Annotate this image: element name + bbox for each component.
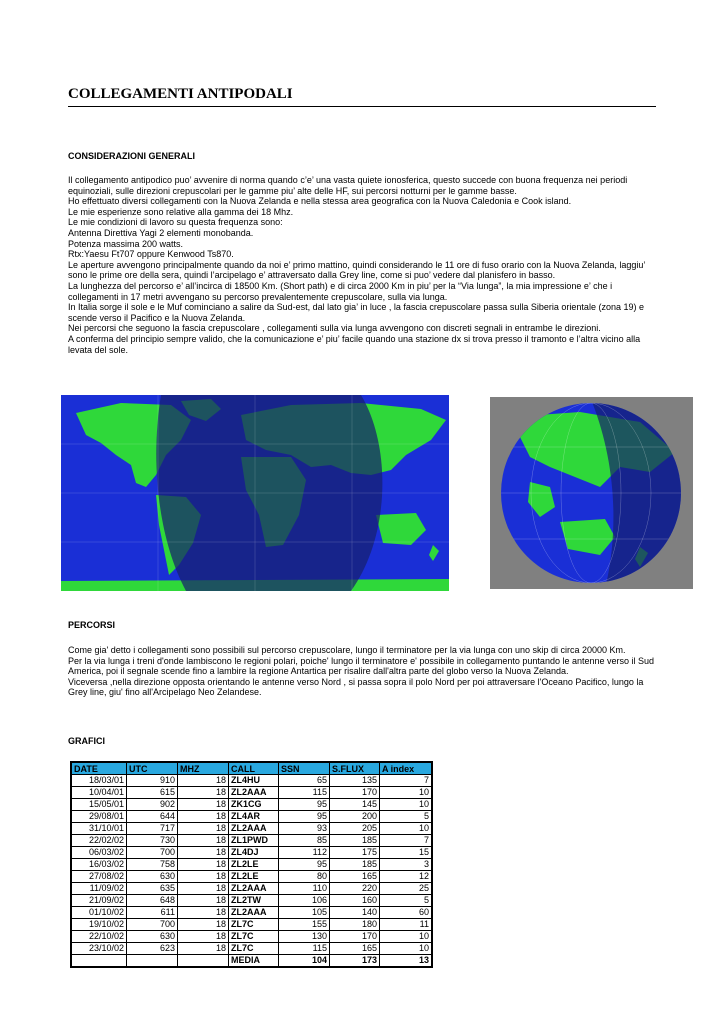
cell-call: ZL7C [229, 943, 279, 955]
table-row [71, 811, 432, 823]
cell-mhz: 18 [178, 799, 229, 811]
cell-sflux: 165 [330, 871, 380, 883]
cell-aindex: 10 [380, 943, 433, 955]
media-cell-utc [127, 955, 178, 968]
cell-ssn: 115 [279, 943, 330, 955]
paragraph: Antenna Direttiva Yagi 2 elementi monobanda. [68, 227, 254, 238]
cell-date: 31/10/01 [71, 823, 127, 835]
cell-utc: 611 [127, 907, 178, 919]
table-row [71, 847, 432, 859]
table-row [71, 787, 432, 799]
table-row [71, 931, 432, 943]
media-cell-ssn: 104 [279, 955, 330, 968]
cell-aindex: 15 [380, 847, 433, 859]
cell-date: 01/10/02 [71, 907, 127, 919]
table-row [71, 895, 432, 907]
cell-mhz: 18 [178, 847, 229, 859]
cell-call: ZL4DJ [229, 847, 279, 859]
cell-utc: 630 [127, 871, 178, 883]
cell-aindex: 10 [380, 823, 433, 835]
cell-utc: 902 [127, 799, 178, 811]
cell-date: 15/05/01 [71, 799, 127, 811]
media-cell-call: MEDIA [229, 955, 279, 968]
considerazioni-text [68, 175, 660, 355]
table-row [71, 799, 432, 811]
cell-utc: 730 [127, 835, 178, 847]
col-mhz: MHZ [178, 762, 229, 775]
cell-utc: 717 [127, 823, 178, 835]
cell-utc: 700 [127, 847, 178, 859]
cell-aindex: 12 [380, 871, 433, 883]
table-row [71, 859, 432, 871]
cell-utc: 910 [127, 775, 178, 787]
table-row [71, 775, 432, 787]
cell-mhz: 18 [178, 883, 229, 895]
table-row [71, 943, 432, 955]
world-map-greyline [61, 395, 449, 591]
cell-ssn: 95 [279, 859, 330, 871]
cell-utc: 644 [127, 811, 178, 823]
cell-mhz: 18 [178, 895, 229, 907]
cell-sflux: 170 [330, 787, 380, 799]
cell-utc: 648 [127, 895, 178, 907]
paragraph: Rtx:Yaesu Ft707 oppure Kenwood Ts870. [68, 249, 234, 260]
cell-aindex: 10 [380, 787, 433, 799]
cell-ssn: 112 [279, 847, 330, 859]
cell-aindex: 5 [380, 895, 433, 907]
cell-date: 22/02/02 [71, 835, 127, 847]
cell-aindex: 7 [380, 835, 433, 847]
cell-mhz: 18 [178, 943, 229, 955]
cell-sflux: 180 [330, 919, 380, 931]
cell-call: ZL2AAA [229, 787, 279, 799]
cell-call: ZL1PWD [229, 835, 279, 847]
cell-date: 06/03/02 [71, 847, 127, 859]
cell-ssn: 155 [279, 919, 330, 931]
paragraph: In Italia sorge il sole e le Muf cominciano a salire da Sud-est, dal lato gia’ in luce , la fascia crepuscolare passa sulla Siberia orientale (zona 19) e scende verso il Pacifico e la Nuova Zelanda. [68, 302, 644, 323]
media-cell-aindex: 13 [380, 955, 433, 968]
percorsi-text [68, 645, 660, 698]
cell-mhz: 18 [178, 871, 229, 883]
table-row [71, 883, 432, 895]
section-heading-considerazioni: CONSIDERAZIONI GENERALI [68, 151, 196, 161]
cell-call: ZL4AR [229, 811, 279, 823]
cell-date: 19/10/02 [71, 919, 127, 931]
paragraph: A conferma del principio sempre valido, che la comunicazione e’ piu’ facile quando una stazione dx si trova presso il tramonto e l’altra vicino alla levata del sole. [68, 333, 641, 355]
cell-ssn: 93 [279, 823, 330, 835]
cell-aindex: 60 [380, 907, 433, 919]
cell-utc: 700 [127, 919, 178, 931]
cell-mhz: 18 [178, 931, 229, 943]
cell-sflux: 160 [330, 895, 380, 907]
cell-ssn: 80 [279, 871, 330, 883]
cell-call: ZL2AAA [229, 883, 279, 895]
table-header-row [71, 762, 432, 775]
paragraph: Le mie esperienze sono relative alla gamma dei 18 Mhz. [68, 206, 294, 217]
cell-mhz: 18 [178, 823, 229, 835]
cell-ssn: 110 [279, 883, 330, 895]
cell-sflux: 185 [330, 835, 380, 847]
cell-date: 16/03/02 [71, 859, 127, 871]
cell-aindex: 5 [380, 811, 433, 823]
cell-utc: 635 [127, 883, 178, 895]
cell-date: 10/04/01 [71, 787, 127, 799]
cell-aindex: 3 [380, 859, 433, 871]
cell-sflux: 140 [330, 907, 380, 919]
cell-call: ZL4HU [229, 775, 279, 787]
col-aindex: A index [380, 762, 433, 775]
col-sflux: S.FLUX [330, 762, 380, 775]
paragraph: Le aperture avvengono principalmente quando da noi e’ primo mattino, quindi considerando le 11 ore di fuso orario con la Nuova Zelanda, laggiu’ sono le prime ore della sera, quindi l’arcipelago e’ attraversato dalla Grey line, come si puo’ vedere dal planisfero in basso. [68, 259, 646, 281]
table-row [71, 919, 432, 931]
cell-aindex: 10 [380, 799, 433, 811]
table-row [71, 871, 432, 883]
cell-utc: 758 [127, 859, 178, 871]
cell-ssn: 85 [279, 835, 330, 847]
media-cell-sflux: 173 [330, 955, 380, 968]
cell-ssn: 65 [279, 775, 330, 787]
cell-utc: 630 [127, 931, 178, 943]
cell-call: ZL2LE [229, 859, 279, 871]
cell-ssn: 95 [279, 799, 330, 811]
table-row-media [71, 955, 432, 968]
cell-ssn: 130 [279, 931, 330, 943]
cell-date: 27/08/02 [71, 871, 127, 883]
media-cell-date [71, 955, 127, 968]
paragraph: Il collegamento antipodico puo’ avvenire di norma quando c’e’ una vasta quiete ionosferica, questo succede con buona frequenza nei periodi equinoziali, sulle direzioni crepuscolari per le gamme piu’ alte delle HF, sui percorsi notturni per le gamme basse. [68, 175, 628, 196]
cell-aindex: 11 [380, 919, 433, 931]
table-row [71, 907, 432, 919]
cell-call: ZL2TW [229, 895, 279, 907]
cell-date: 23/10/02 [71, 943, 127, 955]
cell-date: 22/10/02 [71, 931, 127, 943]
cell-utc: 623 [127, 943, 178, 955]
cell-aindex: 7 [380, 775, 433, 787]
paragraph: Per la via lunga i treni d'onde lambiscono le regioni polari, poiche' lungo il terminatore e' possibile in collegamento puntando le antenne verso il Sud America, poi il segnale scende fino a lambire la regione Antartica per risalire dall'altra parte del globo verso la Nuova Zelanda. [68, 655, 655, 677]
cell-sflux: 135 [330, 775, 380, 787]
paragraph: Ho effettuato diversi collegamenti con la Nuova Zelanda e nella stessa area geografica con la Nuova Caledonia e Cook island. [68, 196, 572, 207]
col-call: CALL [229, 762, 279, 775]
cell-sflux: 205 [330, 823, 380, 835]
cell-sflux: 170 [330, 931, 380, 943]
cell-date: 29/08/01 [71, 811, 127, 823]
cell-sflux: 175 [330, 847, 380, 859]
table-row [71, 835, 432, 847]
cell-mhz: 18 [178, 919, 229, 931]
cell-call: ZL2AAA [229, 907, 279, 919]
cell-sflux: 200 [330, 811, 380, 823]
paragraph: Potenza massima 200 watts. [68, 238, 184, 249]
cell-date: 18/03/01 [71, 775, 127, 787]
cell-date: 21/09/02 [71, 895, 127, 907]
qso-table [70, 761, 433, 968]
cell-ssn: 95 [279, 811, 330, 823]
cell-call: ZL2AAA [229, 823, 279, 835]
cell-aindex: 10 [380, 931, 433, 943]
paragraph: Come gia' detto i collegamenti sono possibili sul percorso crepuscolare, lungo il terminatore per la via lunga con uno skip di circa 20000 Km. [68, 645, 626, 655]
globe-map-greyline [490, 397, 693, 589]
table-row [71, 823, 432, 835]
col-date: DATE [71, 762, 127, 775]
section-heading-percorsi: PERCORSI [68, 620, 116, 630]
cell-mhz: 18 [178, 787, 229, 799]
cell-ssn: 115 [279, 787, 330, 799]
cell-mhz: 18 [178, 907, 229, 919]
cell-sflux: 185 [330, 859, 380, 871]
page-title: COLLEGAMENTI ANTIPODALI [68, 86, 656, 107]
cell-date: 11/09/02 [71, 883, 127, 895]
cell-aindex: 25 [380, 883, 433, 895]
cell-mhz: 18 [178, 835, 229, 847]
paragraph: Viceversa ,nella direzione opposta orientando le antenne verso Nord , si passa sopra il polo Nord per poi attraversare l'Oceano Pacifico, lungo la Grey line, giu' fino all'Arcipelago Neo Zelandese. [68, 676, 644, 698]
paragraph: La lunghezza del percorso e’ all’incirca di 18500 Km. (Short path) e di circa 2000 Km in piu’ per la “Via lunga”, la mia impressione e’ che i collegamenti in 17 metri avvengano su percorso prevalentemente crepuscolare, sulla via lunga. [68, 280, 613, 302]
cell-call: ZL7C [229, 919, 279, 931]
cell-mhz: 18 [178, 775, 229, 787]
cell-call: ZL2LE [229, 871, 279, 883]
col-utc: UTC [127, 762, 178, 775]
paragraph: Le mie condizioni di lavoro su questa frequenza sono: [68, 217, 283, 228]
cell-utc: 615 [127, 787, 178, 799]
cell-ssn: 105 [279, 907, 330, 919]
col-ssn: SSN [279, 762, 330, 775]
section-heading-grafici: GRAFICI [68, 736, 105, 746]
cell-sflux: 145 [330, 799, 380, 811]
media-cell-mhz [178, 955, 229, 968]
cell-ssn: 106 [279, 895, 330, 907]
cell-mhz: 18 [178, 811, 229, 823]
cell-sflux: 220 [330, 883, 380, 895]
cell-call: ZK1CG [229, 799, 279, 811]
paragraph: Nei percorsi che seguono la fascia crepuscolare , collegamenti sulla via lunga avvengono con discreti segnali in entrambe le direzioni. [68, 323, 601, 334]
cell-call: ZL7C [229, 931, 279, 943]
cell-mhz: 18 [178, 859, 229, 871]
cell-sflux: 165 [330, 943, 380, 955]
